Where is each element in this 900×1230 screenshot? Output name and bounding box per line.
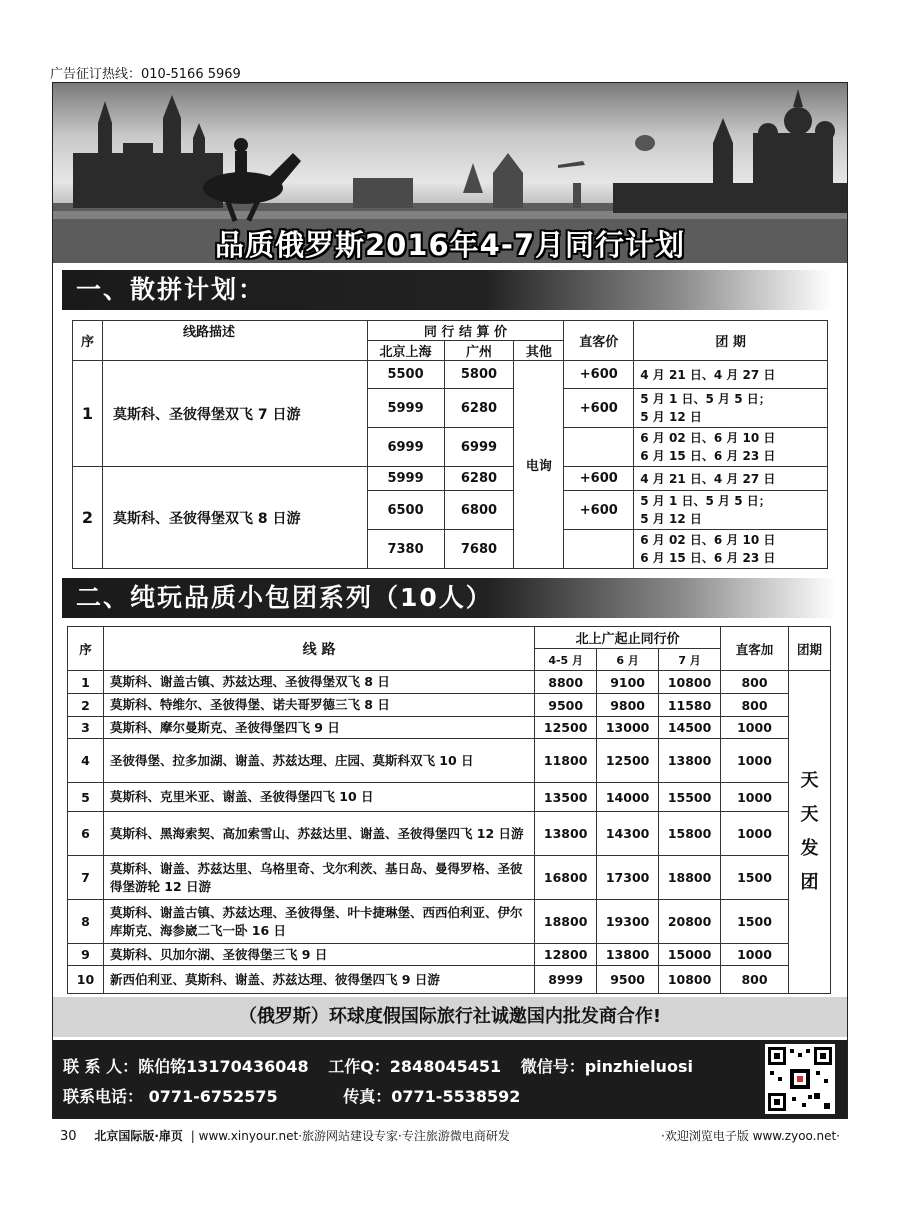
price-m6: 12500	[597, 739, 659, 783]
price-bjsh: 5999	[367, 389, 444, 428]
table-row	[68, 900, 831, 944]
price-m6: 14300	[597, 812, 659, 856]
ad-hotline: 广告征订热线：010-5166 5969	[50, 67, 241, 82]
daily-char: 团	[800, 872, 819, 893]
header-seq: 序	[73, 321, 103, 361]
row-route: 莫斯科、克里米亚、谢盖、圣彼得堡四飞 10 日	[103, 783, 534, 812]
header-route: 线 路	[103, 627, 534, 671]
table-row	[68, 694, 831, 717]
row-route: 莫斯科、贝加尔湖、圣彼得堡三飞 9 日	[103, 944, 534, 966]
daily-char: 天	[800, 770, 819, 791]
price-m6: 9100	[597, 671, 659, 694]
direct-add: 1000	[721, 944, 789, 966]
header-price-group: 北上广起止同行价	[535, 627, 721, 649]
tour-dates: 4 月 21 日、4 月 27 日	[634, 467, 828, 491]
row-route: 莫斯科、黑海索契、高加索雪山、苏兹达里、谢盖、圣彼得堡四飞 12 日游	[103, 812, 534, 856]
price-gz: 6800	[444, 491, 514, 530]
price-m45: 9500	[535, 694, 597, 717]
table-row	[68, 966, 831, 994]
date-line: 6 月 02 日、6 月 10 日	[640, 431, 776, 445]
row-route: 圣彼得堡、拉多加湖、谢盖、苏兹达理、庄园、莫斯科双飞 10 日	[103, 739, 534, 783]
price-m7: 11580	[659, 694, 721, 717]
price-m45: 18800	[535, 900, 597, 944]
table-header-row	[68, 627, 831, 649]
price-m6: 14000	[597, 783, 659, 812]
price-gz: 6280	[444, 467, 514, 491]
price-m45: 8999	[535, 966, 597, 994]
row-seq: 6	[68, 812, 104, 856]
header-gz: 广州	[444, 341, 514, 361]
price-m45: 8800	[535, 671, 597, 694]
price-m45: 13800	[535, 812, 597, 856]
contact-qq: 工作Q：2848045451	[328, 1057, 502, 1076]
row-seq: 3	[68, 717, 104, 739]
direct-add: 1000	[721, 739, 789, 783]
contact-wechat: 微信号：pinzhieluosi	[520, 1057, 693, 1076]
date-line: 5 月 12 日	[640, 512, 702, 526]
price-m6: 17300	[597, 856, 659, 900]
price-m6: 13000	[597, 717, 659, 739]
date-line: 6 月 02 日、6 月 10 日	[640, 533, 776, 547]
price-bjsh: 6999	[367, 428, 444, 467]
price-m7: 10800	[659, 671, 721, 694]
price-m45: 11800	[535, 739, 597, 783]
price-m7: 20800	[659, 900, 721, 944]
row-seq: 8	[68, 900, 104, 944]
page-number: 30	[60, 1129, 77, 1144]
header-dates: 团 期	[634, 321, 828, 361]
page-footer	[60, 1127, 840, 1144]
direct-add: 800	[721, 694, 789, 717]
table-row	[68, 783, 831, 812]
tour-dates	[634, 530, 828, 569]
row-route: 莫斯科、摩尔曼斯克、圣彼得堡四飞 9 日	[103, 717, 534, 739]
price-m45: 12500	[535, 717, 597, 739]
daily-char: 发	[800, 838, 819, 859]
table-row	[68, 856, 831, 900]
contact-fax: 传真：0771-5538592	[343, 1087, 521, 1106]
date-line: 5 月 12 日	[640, 410, 702, 424]
direct-add: 800	[721, 671, 789, 694]
direct-add: 1500	[721, 856, 789, 900]
table-row	[68, 717, 831, 739]
table-row	[73, 361, 828, 389]
price-bjsh: 6500	[367, 491, 444, 530]
row-seq: 2	[73, 467, 103, 569]
header-dates: 团期	[788, 627, 830, 671]
banner-image	[53, 83, 847, 263]
direct-price: +600	[564, 361, 634, 389]
price-m6: 13800	[597, 944, 659, 966]
direct-add: 1000	[721, 812, 789, 856]
price-m6: 9500	[597, 966, 659, 994]
group-tour-table	[72, 320, 828, 569]
table-header-row	[73, 321, 828, 341]
footer-right-text: ·欢迎浏览电子版 www.zyoo.net·	[661, 1129, 840, 1143]
contact-phone: 联系电话： 0771-6752575	[63, 1087, 278, 1106]
row-seq: 10	[68, 966, 104, 994]
header-m45: 4-5 月	[535, 649, 597, 671]
invitation-banner: （俄罗斯）环球度假国际旅行社诚邀国内批发商合作!	[53, 997, 847, 1037]
table-row	[73, 467, 828, 491]
direct-add: 1000	[721, 717, 789, 739]
tour-dates	[634, 428, 828, 467]
price-m45: 12800	[535, 944, 597, 966]
date-line: 6 月 15 日、6 月 23 日	[640, 551, 776, 565]
contact-box	[53, 1040, 847, 1118]
date-line: 5 月 1 日、5 月 5 日；	[640, 392, 771, 406]
table-row	[68, 671, 831, 694]
header-m6: 6 月	[597, 649, 659, 671]
direct-price	[564, 428, 634, 467]
row-seq: 4	[68, 739, 104, 783]
row-seq: 2	[68, 694, 104, 717]
header-m7: 7 月	[659, 649, 721, 671]
price-gz: 7680	[444, 530, 514, 569]
contact-row-2	[63, 1084, 534, 1107]
header-bjsh: 北京上海	[367, 341, 444, 361]
section1-title: 一、散拼计划：	[62, 270, 832, 310]
price-m6: 19300	[597, 900, 659, 944]
price-m7: 13800	[659, 739, 721, 783]
row-route: 莫斯科、圣彼得堡双飞 8 日游	[102, 467, 367, 569]
row-seq: 9	[68, 944, 104, 966]
row-route: 莫斯科、特维尔、圣彼得堡、诺夫哥罗德三飞 8 日	[103, 694, 534, 717]
table-row	[68, 739, 831, 783]
price-m7: 14500	[659, 717, 721, 739]
table-row	[68, 944, 831, 966]
row-seq: 5	[68, 783, 104, 812]
row-route: 莫斯科、谢盖、苏兹达里、乌格里奇、戈尔利茨、基日岛、曼得罗格、圣彼得堡游轮 12 日游	[103, 856, 534, 900]
price-other: 电询	[514, 361, 564, 569]
price-bjsh: 5999	[367, 467, 444, 491]
price-m7: 15000	[659, 944, 721, 966]
contact-person: 联 系 人：陈伯铭13170436048	[63, 1057, 309, 1076]
header-other: 其他	[514, 341, 564, 361]
header-route: 线路描述	[102, 321, 367, 361]
price-m7: 10800	[659, 966, 721, 994]
direct-price	[564, 530, 634, 569]
price-m45: 13500	[535, 783, 597, 812]
row-route: 新西伯利亚、莫斯科、谢盖、苏兹达理、彼得堡四飞 9 日游	[103, 966, 534, 994]
contact-row-1	[63, 1054, 707, 1077]
tour-dates: 4 月 21 日、4 月 27 日	[634, 361, 828, 389]
price-m7: 18800	[659, 856, 721, 900]
header-direct: 直客价	[564, 321, 634, 361]
price-gz: 6280	[444, 389, 514, 428]
row-seq: 1	[68, 671, 104, 694]
row-route: 莫斯科、圣彼得堡双飞 7 日游	[102, 361, 367, 467]
table-row	[68, 812, 831, 856]
price-bjsh: 7380	[367, 530, 444, 569]
tour-dates	[634, 389, 828, 428]
row-seq: 1	[73, 361, 103, 467]
price-gz: 5800	[444, 361, 514, 389]
header-direct-add: 直客加	[721, 627, 789, 671]
date-line: 5 月 1 日、5 月 5 日；	[640, 494, 771, 508]
footer-left-text: | www.xinyour.net·旅游网站建设专家·专注旅游微电商研发	[190, 1129, 510, 1143]
daily-char: 天	[800, 804, 819, 825]
header-settlement: 同 行 结 算 价	[367, 321, 564, 341]
qr-code-icon	[765, 1044, 835, 1114]
banner-title: 品质俄罗斯2016年4-7月同行计划	[214, 228, 686, 262]
row-route: 莫斯科、谢盖古镇、苏兹达理、圣彼得堡、叶卡捷琳堡、西西伯利亚、伊尔库斯克、海参崴二飞一卧 16 日	[103, 900, 534, 944]
price-gz: 6999	[444, 428, 514, 467]
daily-departure	[788, 671, 830, 994]
tour-dates	[634, 491, 828, 530]
direct-add: 800	[721, 966, 789, 994]
section2-title: 二、纯玩品质小包团系列（10人）	[62, 578, 836, 618]
direct-add: 1500	[721, 900, 789, 944]
price-m45: 16800	[535, 856, 597, 900]
direct-price: +600	[564, 389, 634, 428]
row-route: 莫斯科、谢盖古镇、苏兹达理、圣彼得堡双飞 8 日	[103, 671, 534, 694]
direct-price: +600	[564, 467, 634, 491]
direct-price: +600	[564, 491, 634, 530]
publication-name: 北京国际版·扉页	[94, 1129, 183, 1143]
row-seq: 7	[68, 856, 104, 900]
header-seq: 序	[68, 627, 104, 671]
direct-add: 1000	[721, 783, 789, 812]
price-m6: 9800	[597, 694, 659, 717]
price-m7: 15500	[659, 783, 721, 812]
small-group-table	[67, 626, 831, 994]
price-m7: 15800	[659, 812, 721, 856]
date-line: 6 月 15 日、6 月 23 日	[640, 449, 776, 463]
price-bjsh: 5500	[367, 361, 444, 389]
